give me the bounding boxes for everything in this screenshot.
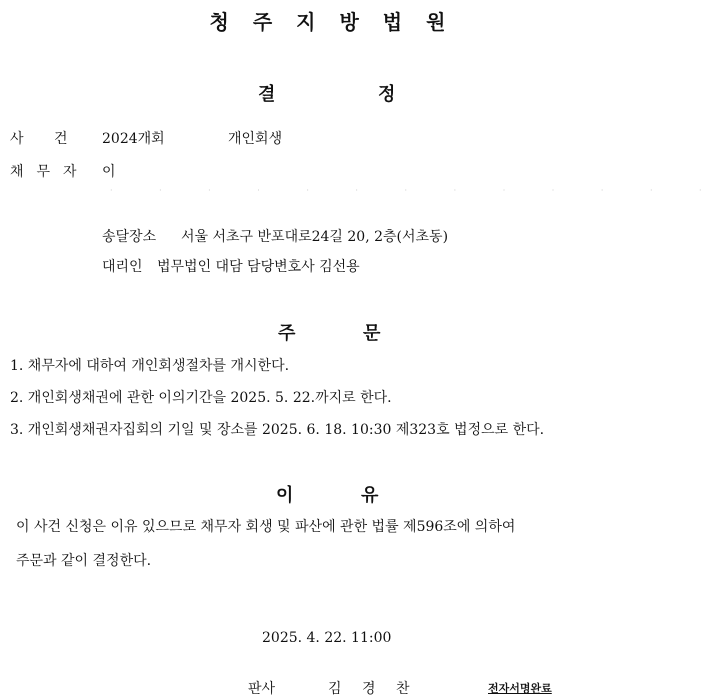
order-item-1: 1. 채무자에 대하여 개인회생절차를 개시한다. [10,358,290,374]
reason-heading-right: 유 [361,485,379,506]
case-label: 사 건 [10,131,81,147]
order-heading-left: 주 [278,323,296,344]
delivery-label: 송달장소 [102,229,157,245]
debtor-name: 이 [102,164,116,180]
agent-label: 대리인 [102,259,143,275]
decision-date: 2025. 4. 22. 11:00 [262,630,392,646]
e-signature-mark: 전자서명완료 [488,682,552,695]
debtor-label: 채무자 [10,164,90,180]
reason-line-2: 주문과 같이 결정한다. [16,553,152,569]
court-name: 청주지방법원 [209,10,470,34]
judge-name: 김 경 찬 [328,681,418,697]
debtor-address-redacted: · · · · · · · · · · · · · [110,186,724,195]
delivery-address: 서울 서초구 반포대로24길 20, 2층(서초동) [181,229,449,245]
order-heading-right: 문 [363,323,381,344]
case-type: 개인회생 [228,131,283,147]
reason-heading-left: 이 [276,485,294,506]
order-item-3: 3. 개인회생채권자집회의 기일 및 장소를 2025. 6. 18. 10:30 제323호 법정으로 한다. [10,422,545,438]
case-number: 2024개회 [102,131,165,147]
judge-title: 판사 [248,681,276,697]
doc-title-right: 정 [378,84,396,105]
doc-title-left: 결 [258,84,276,105]
reason-line-1: 이 사건 신청은 이유 있으므로 채무자 회생 및 파산에 관한 법률 제596조에 의하여 [16,519,516,535]
order-item-2: 2. 개인회생채권에 관한 이의기간을 2025. 5. 22.까지로 한다. [10,390,392,406]
agent-text: 법무법인 대담 담당변호사 김선용 [157,259,360,275]
